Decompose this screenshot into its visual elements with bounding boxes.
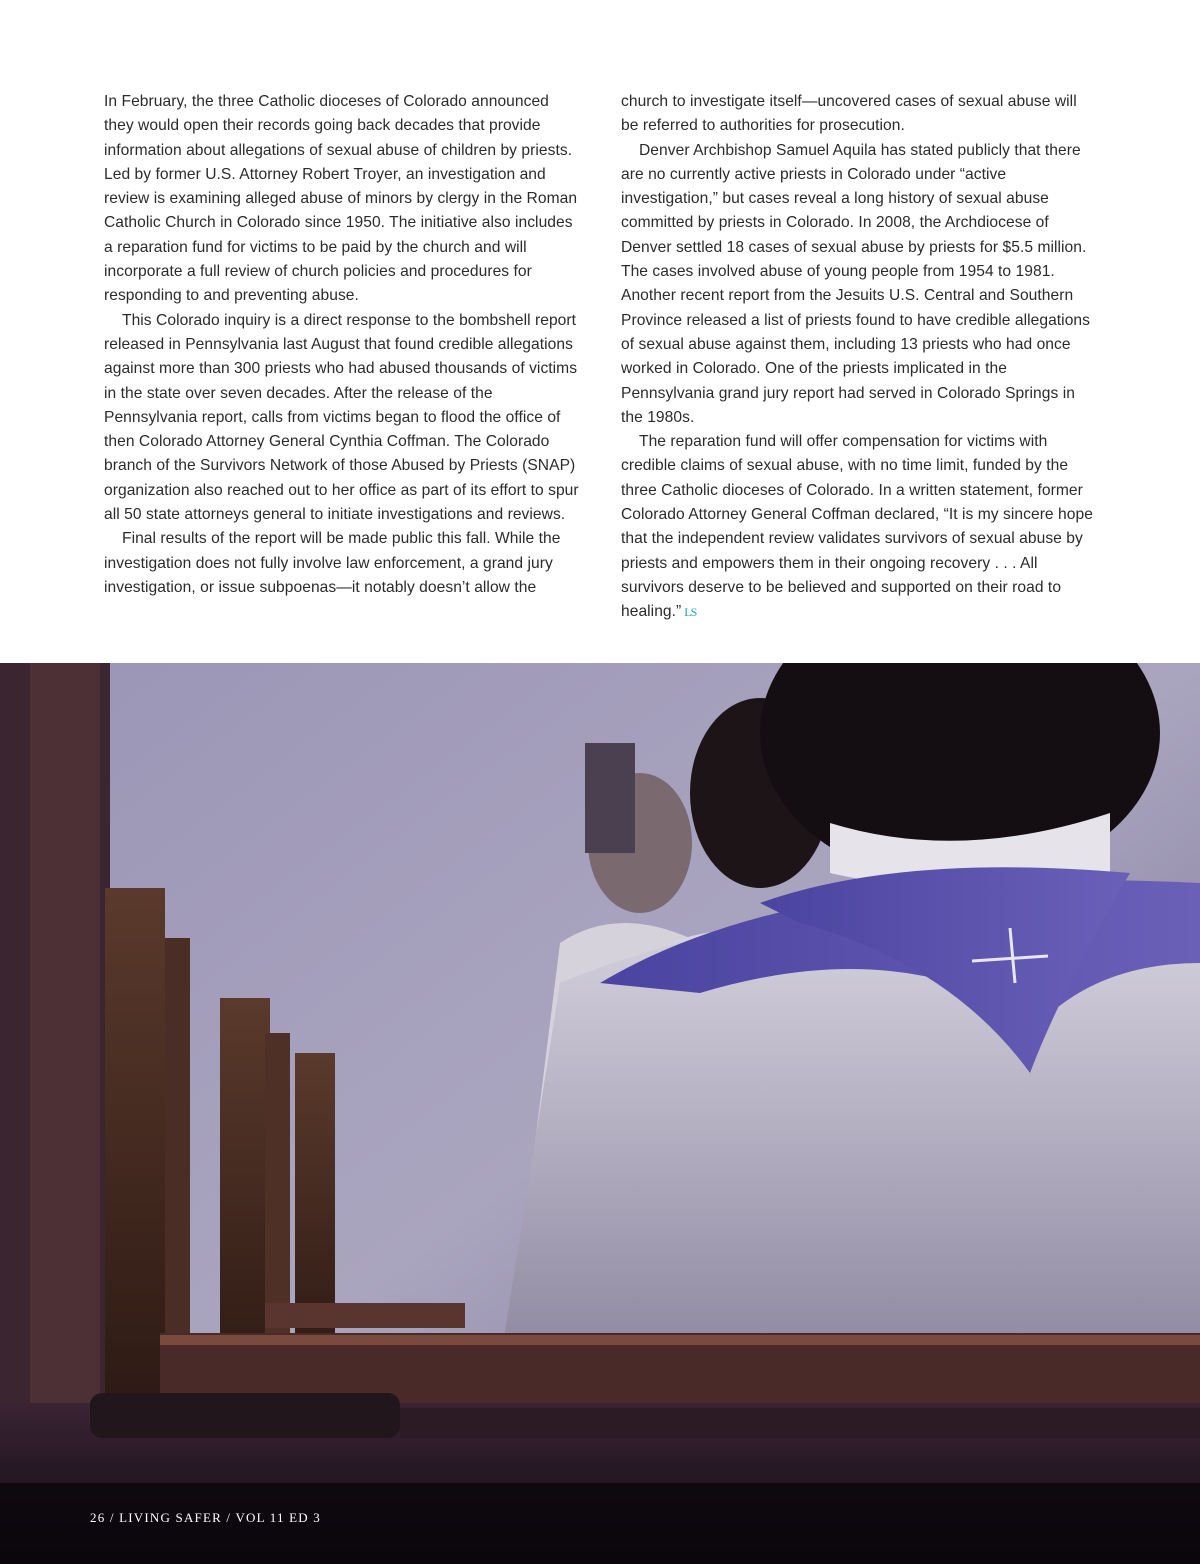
article-paragraph-5 bbox=[621, 430, 1098, 624]
article-paragraph-2: This Colorado inquiry is a direct response to the bombshell report released in Pennsylvania last August that found credible allegations against more than 300 priests who had abused thousands of victims in the state over seven decades. After the release of the Pennsylvania report, calls from victims began to flood the office of then Colorado Attorney General Cynthia Coffman. The Colorado branch of the Survivors Network of those Abused by Priests (SNAP) organization also reached out to her office as part of its effort to spur all 50 state attorneys general to initiate investigations and reviews. bbox=[104, 311, 579, 524]
page-folio: 26 / LIVING SAFER / VOL 11 ED 3 bbox=[90, 1510, 321, 1525]
article-body bbox=[104, 90, 1098, 635]
photo-illustration bbox=[0, 663, 1200, 1564]
clergy-in-pews-photo bbox=[0, 663, 1200, 1564]
end-mark-logo: LS bbox=[684, 605, 697, 620]
article-paragraph-3: Final results of the report will be made public this fall. While the investigation does not fully involve law enforcement, a grand jury investigation, or issue subpoenas—it notably doesn’t allow the church to investigate itself—uncovered cases of sexual abuse will be referred to authorities for prosecution. bbox=[104, 93, 1077, 596]
article-paragraph-1: In February, the three Catholic dioceses of Colorado announced they would open their records going back decades that provide information about allegations of sexual abuse of children by priests. Led by former U.S. Attorney Robert Troyer, an investigation and review is examining alleged abuse of minors by clergy in the Roman Catholic Church in Colorado since 1950. The initiative also includes a reparation fund for victims to be paid by the church and will incorporate a full review of church policies and procedures for responding to and preventing abuse. bbox=[104, 93, 578, 305]
article-paragraph-4: Denver Archbishop Samuel Aquila has stated publicly that there are no currently active priests in Colorado under “active investigation,” but cases reveal a long history of sexual abuse committed by priests in Colorado. In 2008, the Archdiocese of Denver settled 18 cases of sexual abuse by priests for $5.5 million. The cases involved abuse of young people from 1954 to 1981. Another recent report from the Jesuits U.S. Central and Southern Province released a list of priests found to have credible allegations of sexual abuse against them, including 13 priests who had once worked in Colorado. One of the priests implicated in the Pennsylvania grand jury report had served in Colorado Springs in the 1980s. bbox=[621, 141, 1090, 426]
article-paragraph-5-text: The reparation fund will offer compensation for victims with credible claims of sexual abuse, with no time limit, funded by the three Catholic dioceses of Colorado. In a written statement, former Colorado Attorney General Coffman declared, “It is my sincere hope that the independent review validates survivors of sexual abuse by priests and empowers them in their ongoing recovery . . . All survivors deserve to be believed and supported on their road to healing.” bbox=[621, 433, 1093, 621]
